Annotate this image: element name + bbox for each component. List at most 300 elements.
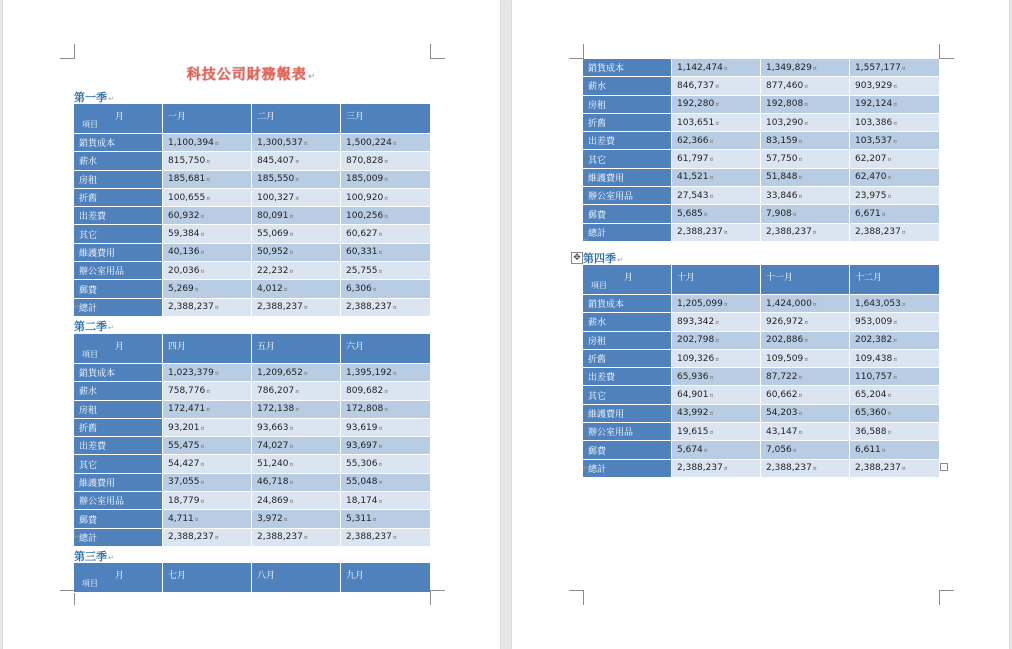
table-header-row (583, 265, 939, 295)
value-cell[interactable] (252, 280, 341, 298)
value-cell[interactable] (761, 331, 850, 349)
row-label-cell[interactable]: 總計 (74, 528, 163, 546)
row-label-cell[interactable]: 辦公室用品 (583, 187, 672, 205)
table-row (583, 95, 939, 113)
value-cell[interactable] (252, 364, 341, 382)
value-cell[interactable] (163, 225, 252, 243)
cell-value: 7,056 (766, 445, 792, 456)
paragraph-mark: ↵ (74, 533, 80, 541)
value-cell[interactable] (850, 459, 940, 477)
value-cell[interactable] (672, 313, 761, 331)
cell-end-mark: ¤ (384, 157, 389, 165)
header-corner-cell[interactable] (583, 265, 672, 295)
cell-value: 41,521 (677, 172, 709, 183)
cell-value: 5,311 (346, 514, 372, 525)
cell-value: 192,808 (766, 99, 804, 110)
row-label-cell[interactable]: 其它 (74, 225, 163, 243)
cell-value: 103,290 (766, 117, 804, 128)
value-cell[interactable] (761, 386, 850, 404)
row-label-cell[interactable]: 折舊 (583, 113, 672, 131)
value-cell[interactable] (850, 313, 940, 331)
value-cell[interactable] (761, 77, 850, 95)
value-cell[interactable] (850, 187, 940, 205)
value-cell[interactable] (850, 441, 940, 459)
cell-end-mark: ¤ (200, 442, 205, 450)
month-header-cell[interactable]: 三月 (341, 104, 431, 134)
cell-end-mark: ¤ (200, 249, 205, 257)
table-row (583, 404, 939, 422)
cell-value: 1,349,829 (766, 62, 812, 73)
value-cell[interactable] (761, 205, 850, 223)
cell-end-mark: ¤ (289, 231, 294, 239)
table-row (583, 77, 939, 95)
value-cell[interactable] (163, 418, 252, 436)
value-cell[interactable] (341, 134, 431, 152)
value-cell[interactable] (761, 187, 850, 205)
value-cell[interactable] (252, 492, 341, 510)
cell-end-mark: ¤ (893, 318, 898, 326)
table-row (74, 188, 430, 206)
value-cell[interactable] (341, 400, 431, 418)
value-cell[interactable] (672, 113, 761, 131)
cell-end-mark: ¤ (384, 387, 389, 395)
cell-value: 25,755 (346, 265, 378, 276)
table-row (583, 368, 939, 386)
value-cell[interactable] (672, 150, 761, 168)
month-header-cell[interactable]: 七月 (163, 563, 252, 593)
month-header-cell[interactable]: 四月 (163, 334, 252, 364)
row-label-cell[interactable]: 折舊 (74, 188, 163, 206)
table-move-handle[interactable]: ✥ (571, 252, 583, 264)
value-cell[interactable] (252, 437, 341, 455)
value-cell[interactable] (341, 510, 431, 528)
value-cell[interactable] (252, 152, 341, 170)
quarter-table-1[interactable] (74, 104, 430, 317)
value-cell[interactable] (252, 225, 341, 243)
value-cell[interactable] (850, 132, 940, 150)
row-label-cell[interactable]: 郵費 (74, 280, 163, 298)
header-corner-cell[interactable] (74, 104, 163, 134)
header-item-label: 項目 (82, 349, 98, 359)
month-header-cell[interactable]: 十二月 (850, 265, 940, 295)
margin-corner-bottom-right (430, 590, 445, 605)
cell-end-mark: ¤ (289, 424, 294, 432)
cell-value: 23,975 (855, 190, 887, 201)
cell-value: 40,136 (168, 247, 200, 258)
value-cell[interactable] (341, 207, 431, 225)
value-cell[interactable] (850, 223, 940, 241)
cell-end-mark: ¤ (384, 176, 389, 184)
cell-end-mark: ¤ (881, 211, 886, 219)
cell-value: 60,627 (346, 229, 378, 240)
cell-end-mark: ¤ (283, 516, 288, 524)
quarter-table-2[interactable] (74, 334, 430, 547)
cell-end-mark: ¤ (798, 174, 803, 182)
value-cell[interactable] (341, 225, 431, 243)
value-cell[interactable] (672, 95, 761, 113)
row-label-cell[interactable]: 薪水 (583, 313, 672, 331)
quarter-table-3-header[interactable] (74, 563, 430, 593)
value-cell[interactable] (850, 386, 940, 404)
value-cell[interactable] (163, 364, 252, 382)
value-cell[interactable] (163, 400, 252, 418)
cell-value: 2,388,237 (855, 227, 901, 238)
value-cell[interactable] (761, 368, 850, 386)
table-row (74, 207, 430, 225)
cell-end-mark: ¤ (893, 137, 898, 145)
cell-end-mark: ¤ (200, 424, 205, 432)
cell-value: 1,209,652 (257, 367, 303, 378)
value-cell[interactable] (761, 459, 850, 477)
value-cell[interactable] (252, 134, 341, 152)
value-cell[interactable] (672, 331, 761, 349)
value-cell[interactable] (850, 113, 940, 131)
value-cell[interactable] (672, 386, 761, 404)
value-cell[interactable] (850, 423, 940, 441)
row-label-cell[interactable]: 房租 (583, 95, 672, 113)
month-header-cell[interactable]: 六月 (341, 334, 431, 364)
value-cell[interactable] (341, 280, 431, 298)
row-label-cell[interactable]: 銷貨成本 (74, 134, 163, 152)
month-header-cell[interactable]: 八月 (252, 563, 341, 593)
row-label-cell[interactable]: 辦公室用品 (74, 492, 163, 510)
cell-end-mark: ¤ (709, 137, 714, 145)
value-cell[interactable] (672, 368, 761, 386)
value-cell[interactable] (163, 243, 252, 261)
table-row (74, 170, 430, 188)
value-cell[interactable] (672, 441, 761, 459)
value-cell[interactable] (252, 400, 341, 418)
row-label-cell[interactable]: 總計 (583, 459, 672, 477)
month-header-cell[interactable]: 一月 (163, 104, 252, 134)
cell-value: 18,174 (346, 495, 378, 506)
row-label-cell[interactable]: 薪水 (74, 152, 163, 170)
row-label-cell[interactable]: 其它 (74, 455, 163, 473)
table-row (74, 280, 430, 298)
value-cell[interactable] (850, 404, 940, 422)
cell-end-mark: ¤ (206, 406, 211, 414)
value-cell[interactable] (163, 473, 252, 491)
row-label-cell[interactable]: 折舊 (74, 418, 163, 436)
value-cell[interactable] (761, 223, 850, 241)
cell-end-mark: ¤ (723, 229, 728, 237)
cell-value: 1,643,053 (855, 298, 901, 309)
document-title[interactable]: 科技公司財務報表↵ (186, 67, 317, 83)
value-cell[interactable] (163, 170, 252, 188)
cell-end-mark: ¤ (200, 267, 205, 275)
cell-value: 7,908 (766, 209, 792, 220)
cell-value: 19,615 (677, 426, 709, 437)
value-cell[interactable] (672, 459, 761, 477)
total-row (74, 528, 430, 546)
cell-value: 202,798 (677, 335, 715, 346)
value-cell[interactable] (761, 132, 850, 150)
cell-end-mark: ¤ (887, 156, 892, 164)
value-cell[interactable] (252, 262, 341, 280)
cell-end-mark: ¤ (194, 516, 199, 524)
row-label-cell[interactable]: 折舊 (583, 349, 672, 367)
cell-value: 1,023,379 (168, 367, 214, 378)
value-cell[interactable] (761, 150, 850, 168)
cell-value: 33,846 (766, 190, 798, 201)
total-row (583, 223, 939, 241)
value-cell[interactable] (672, 77, 761, 95)
row-label-cell[interactable]: 維護費用 (74, 473, 163, 491)
cell-end-mark: ¤ (372, 286, 377, 294)
row-label-cell[interactable]: 郵費 (74, 510, 163, 528)
value-cell[interactable] (341, 364, 431, 382)
value-cell[interactable] (252, 170, 341, 188)
document-page-2 (512, 0, 1009, 649)
cell-end-mark: ¤ (893, 101, 898, 109)
cell-end-mark: ¤ (881, 447, 886, 455)
month-header-cell[interactable]: 十一月 (761, 265, 850, 295)
value-cell[interactable] (163, 262, 252, 280)
value-cell[interactable] (850, 331, 940, 349)
value-cell[interactable] (252, 382, 341, 400)
header-corner-cell[interactable] (74, 563, 163, 593)
month-header-cell[interactable]: 二月 (252, 104, 341, 134)
cell-value: 185,009 (346, 174, 384, 185)
value-cell[interactable] (850, 59, 940, 77)
value-cell[interactable] (163, 528, 252, 546)
value-cell[interactable] (341, 170, 431, 188)
cell-value: 2,388,237 (346, 532, 392, 543)
value-cell[interactable] (850, 368, 940, 386)
cell-value: 926,972 (766, 316, 804, 327)
value-cell[interactable] (672, 223, 761, 241)
cell-value: 870,828 (346, 155, 384, 166)
value-cell[interactable] (163, 298, 252, 316)
value-cell[interactable] (341, 492, 431, 510)
value-cell[interactable] (672, 349, 761, 367)
value-cell[interactable] (672, 168, 761, 186)
value-cell[interactable] (341, 382, 431, 400)
table-row (74, 243, 430, 261)
paragraph-mark: ↵ (583, 236, 589, 244)
row-label-cell[interactable]: 銷貨成本 (583, 59, 672, 77)
value-cell[interactable] (672, 59, 761, 77)
value-cell[interactable] (252, 188, 341, 206)
cell-end-mark: ¤ (295, 406, 300, 414)
cell-end-mark: ¤ (214, 534, 219, 542)
row-label-cell[interactable]: 出差費 (583, 368, 672, 386)
value-cell[interactable] (341, 188, 431, 206)
row-label-cell[interactable]: 銷貨成本 (74, 364, 163, 382)
margin-corner-top-right (430, 44, 445, 59)
value-cell[interactable] (672, 404, 761, 422)
cell-value: 55,048 (346, 477, 378, 488)
value-cell[interactable] (252, 298, 341, 316)
cell-end-mark: ¤ (303, 139, 308, 147)
row-label-cell[interactable]: 郵費 (583, 441, 672, 459)
cell-end-mark: ¤ (893, 82, 898, 90)
paragraph-mark: ↵ (74, 303, 80, 311)
quarter-heading-3[interactable]: 第三季↵ (74, 550, 114, 563)
cell-end-mark: ¤ (812, 229, 817, 237)
value-cell[interactable] (850, 77, 940, 95)
cell-end-mark: ¤ (792, 447, 797, 455)
row-label-cell[interactable]: 郵費 (583, 205, 672, 223)
value-cell[interactable] (341, 152, 431, 170)
quarter-heading-1[interactable]: 第一季↵ (74, 91, 114, 104)
row-label-cell[interactable]: 房租 (74, 400, 163, 418)
cell-end-mark: ¤ (206, 387, 211, 395)
row-label-cell[interactable]: 維護費用 (583, 168, 672, 186)
quarter-heading-4[interactable]: 第四季↵ (583, 252, 623, 265)
value-cell[interactable] (341, 418, 431, 436)
cell-end-mark: ¤ (200, 497, 205, 505)
cell-value: 87,722 (766, 371, 798, 382)
table-row (74, 134, 430, 152)
value-cell[interactable] (163, 455, 252, 473)
value-cell[interactable] (252, 510, 341, 528)
cell-end-mark: ¤ (887, 428, 892, 436)
cell-end-mark: ¤ (804, 101, 809, 109)
row-label-cell[interactable]: 房租 (74, 170, 163, 188)
cell-value: 103,386 (855, 117, 893, 128)
table-row (583, 132, 939, 150)
cell-value: 2,388,237 (257, 532, 303, 543)
value-cell[interactable] (163, 280, 252, 298)
paragraph-mark: ↵ (583, 464, 589, 472)
row-label-cell[interactable]: 辦公室用品 (583, 423, 672, 441)
value-cell[interactable] (761, 313, 850, 331)
cell-value: 51,240 (257, 459, 289, 470)
value-cell[interactable] (761, 295, 850, 313)
value-cell[interactable] (163, 152, 252, 170)
value-cell[interactable] (252, 455, 341, 473)
value-cell[interactable] (163, 437, 252, 455)
row-label-cell[interactable]: 總計 (74, 298, 163, 316)
value-cell[interactable] (850, 95, 940, 113)
value-cell[interactable] (163, 492, 252, 510)
value-cell[interactable] (252, 418, 341, 436)
value-cell[interactable] (252, 473, 341, 491)
cell-value: 786,207 (257, 385, 295, 396)
value-cell[interactable] (761, 95, 850, 113)
row-label-cell[interactable]: 出差費 (74, 207, 163, 225)
month-header-cell[interactable]: 五月 (252, 334, 341, 364)
value-cell[interactable] (672, 187, 761, 205)
cell-end-mark: ¤ (709, 156, 714, 164)
value-cell[interactable] (163, 134, 252, 152)
month-header-cell[interactable]: 九月 (341, 563, 431, 593)
month-header-cell[interactable]: 十月 (672, 265, 761, 295)
table-row (583, 386, 939, 404)
cell-value: 172,808 (346, 404, 384, 415)
value-cell[interactable] (761, 404, 850, 422)
value-cell[interactable] (341, 528, 431, 546)
value-cell[interactable] (672, 132, 761, 150)
table-row (74, 492, 430, 510)
quarter-table-3-body[interactable] (583, 59, 939, 242)
value-cell[interactable] (341, 437, 431, 455)
value-cell[interactable] (341, 473, 431, 491)
cell-end-mark: ¤ (283, 286, 288, 294)
value-cell[interactable] (163, 382, 252, 400)
value-cell[interactable] (850, 168, 940, 186)
value-cell[interactable] (672, 205, 761, 223)
value-cell[interactable] (252, 207, 341, 225)
cell-end-mark: ¤ (289, 212, 294, 220)
cell-value: 60,662 (766, 390, 798, 401)
value-cell[interactable] (850, 205, 940, 223)
cell-end-mark: ¤ (723, 64, 728, 72)
value-cell[interactable] (850, 150, 940, 168)
cell-value: 2,388,237 (766, 463, 812, 474)
value-cell[interactable] (252, 243, 341, 261)
cell-value: 60,932 (168, 210, 200, 221)
value-cell[interactable] (341, 298, 431, 316)
row-label-cell[interactable]: 出差費 (74, 437, 163, 455)
row-label-cell[interactable]: 出差費 (583, 132, 672, 150)
cell-end-mark: ¤ (709, 392, 714, 400)
value-cell[interactable] (163, 188, 252, 206)
value-cell[interactable] (341, 243, 431, 261)
header-corner-cell[interactable] (74, 334, 163, 364)
row-label-cell[interactable]: 其它 (583, 386, 672, 404)
cell-value: 103,537 (855, 135, 893, 146)
cell-value: 2,388,237 (766, 227, 812, 238)
row-label-cell[interactable]: 辦公室用品 (74, 262, 163, 280)
cell-value: 100,327 (257, 192, 295, 203)
cell-end-mark: ¤ (804, 355, 809, 363)
cell-value: 20,036 (168, 265, 200, 276)
cell-value: 202,382 (855, 335, 893, 346)
row-label-cell[interactable]: 薪水 (583, 77, 672, 95)
value-cell[interactable] (761, 441, 850, 459)
value-cell[interactable] (163, 510, 252, 528)
total-row (583, 459, 939, 477)
table-row (74, 225, 430, 243)
value-cell[interactable] (163, 207, 252, 225)
row-label-cell[interactable]: 總計 (583, 223, 672, 241)
row-label-cell[interactable]: 維護費用 (583, 404, 672, 422)
cell-value: 61,797 (677, 154, 709, 165)
value-cell[interactable] (341, 455, 431, 473)
value-cell[interactable] (761, 59, 850, 77)
value-cell[interactable] (672, 423, 761, 441)
cell-end-mark: ¤ (303, 534, 308, 542)
cell-end-mark: ¤ (804, 82, 809, 90)
cell-value: 100,655 (168, 192, 206, 203)
row-label-cell[interactable]: 薪水 (74, 382, 163, 400)
quarter-heading-2[interactable]: 第二季↵ (74, 320, 114, 333)
value-cell[interactable] (761, 113, 850, 131)
value-cell[interactable] (850, 295, 940, 313)
margin-corner-bottom-left (569, 590, 584, 605)
row-label-cell[interactable]: 房租 (583, 331, 672, 349)
cell-end-mark: ¤ (200, 231, 205, 239)
cell-value: 6,611 (855, 445, 881, 456)
cell-value: 1,100,394 (168, 137, 214, 148)
value-cell[interactable] (341, 262, 431, 280)
row-label-cell[interactable]: 維護費用 (74, 243, 163, 261)
row-label-cell[interactable]: 其它 (583, 150, 672, 168)
table-resize-handle[interactable] (940, 463, 948, 471)
value-cell[interactable] (850, 349, 940, 367)
value-cell[interactable] (761, 168, 850, 186)
value-cell[interactable] (252, 528, 341, 546)
row-label-cell[interactable]: 銷貨成本 (583, 295, 672, 313)
quarter-table-4[interactable] (583, 265, 939, 478)
value-cell[interactable] (672, 295, 761, 313)
cell-value: 46,718 (257, 477, 289, 488)
value-cell[interactable] (761, 349, 850, 367)
cell-value: 55,475 (168, 440, 200, 451)
value-cell[interactable] (761, 423, 850, 441)
